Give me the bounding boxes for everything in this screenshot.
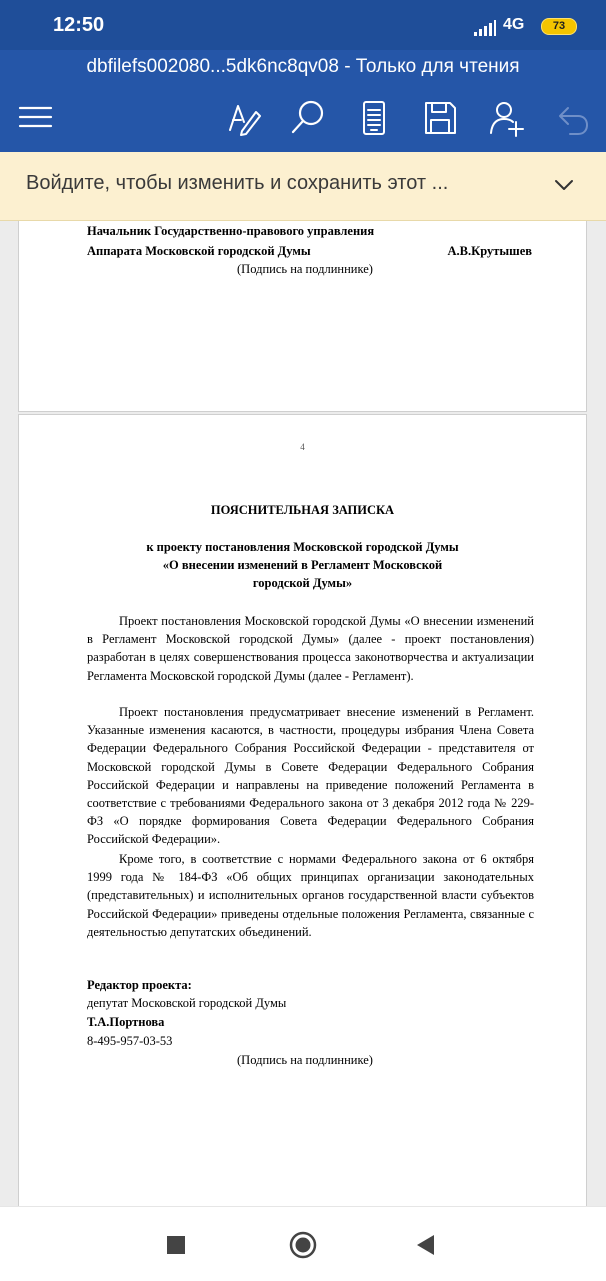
document-subheading: «О внесении изменений в Регламент Московской bbox=[162, 558, 443, 572]
sign-in-banner-text: Войдите, чтобы изменить и сохранить этот ... bbox=[26, 172, 449, 194]
navigation-bar bbox=[0, 1206, 606, 1281]
editor-name: Т.А.Портнова bbox=[87, 1015, 165, 1029]
paragraph: Проект постановления предусматривает внесение изменений в Регламент. Указанные изменения касаются, в частности, процедуры избрания Члена Совета Федерации Федерального Собрания Российской Федерации - представителя от Московской городской Думы в Совете Федерации Федерального Собрания Российской Федерации и направлены на приведение положений Регламента в соответствие с требованиями Федерального закона от 3 декабря 2012 года № 229-ФЗ «О порядке формирования Совета Федерации Федерального Собрания Российской Федерации». bbox=[87, 705, 534, 847]
paragraph: Кроме того, в соответствие с нормами Федерального закона от 6 октября 1999 года № 184-ФЗ «Об общих принципах организации законодательных (представительных) и исполнительных органов государственной власти субъектов Российской Федерации» приведены отдельные положения Регламента, связанные с деятельностью депутатских объединений. bbox=[87, 852, 534, 939]
signal-icon bbox=[474, 20, 496, 36]
title-bar bbox=[0, 50, 606, 86]
undo-icon[interactable] bbox=[552, 98, 592, 138]
signer-title-line-2: Аппарата Московской городской Думы bbox=[87, 244, 311, 258]
paragraph: Проект постановления Московской городской Думы «О внесении изменений в Регламент Московской городской Думы» (далее - проект постановления) разработан в целях совершенствования процесса законотворчества и актуализации Регламента Московской городской Думы (далее - Регламент). bbox=[87, 614, 534, 683]
editor-label: Редактор проекта: bbox=[87, 978, 192, 992]
home-circle-icon[interactable] bbox=[289, 1231, 317, 1259]
document-page bbox=[18, 221, 587, 412]
document-title: dbfilefs002080...5dk6nc8qv08 - Только для чтения bbox=[86, 56, 520, 77]
signature-note: (Подпись на подлиннике) bbox=[237, 262, 373, 276]
battery-icon bbox=[541, 18, 577, 35]
reading-view-icon[interactable] bbox=[354, 98, 394, 138]
document-subheading: городской Думы» bbox=[252, 576, 353, 590]
recents-square-icon[interactable] bbox=[162, 1231, 190, 1259]
chevron-down-icon[interactable] bbox=[553, 174, 575, 196]
status-time: 12:50 bbox=[53, 14, 105, 36]
sign-in-banner[interactable] bbox=[0, 152, 606, 221]
document-page bbox=[18, 414, 587, 1206]
network-type: 4G bbox=[503, 16, 525, 33]
menu-icon[interactable] bbox=[16, 98, 56, 138]
signature-note: (Подпись на подлиннике) bbox=[237, 1053, 373, 1067]
document-heading: ПОЯСНИТЕЛЬНАЯ ЗАПИСКА bbox=[210, 503, 395, 517]
toolbar bbox=[0, 86, 606, 152]
search-icon[interactable] bbox=[288, 98, 328, 138]
battery-level: 73 bbox=[552, 20, 566, 32]
document-subheading: к проекту постановления Московской городской Думы bbox=[146, 540, 459, 554]
status-bar bbox=[0, 0, 606, 50]
back-triangle-icon[interactable] bbox=[412, 1231, 440, 1259]
signer-name: А.В.Крутышев bbox=[447, 244, 532, 258]
page-number: 4 bbox=[300, 442, 305, 452]
share-person-icon[interactable] bbox=[486, 98, 526, 138]
edit-pen-icon[interactable] bbox=[224, 98, 264, 138]
signer-title-line-1: Начальник Государственно-правового управления bbox=[87, 224, 375, 238]
document-viewport[interactable] bbox=[0, 221, 606, 1206]
editor-phone: 8-495-957-03-53 bbox=[87, 1034, 173, 1048]
editor-position: депутат Московской городской Думы bbox=[87, 996, 287, 1010]
save-icon[interactable] bbox=[420, 98, 460, 138]
